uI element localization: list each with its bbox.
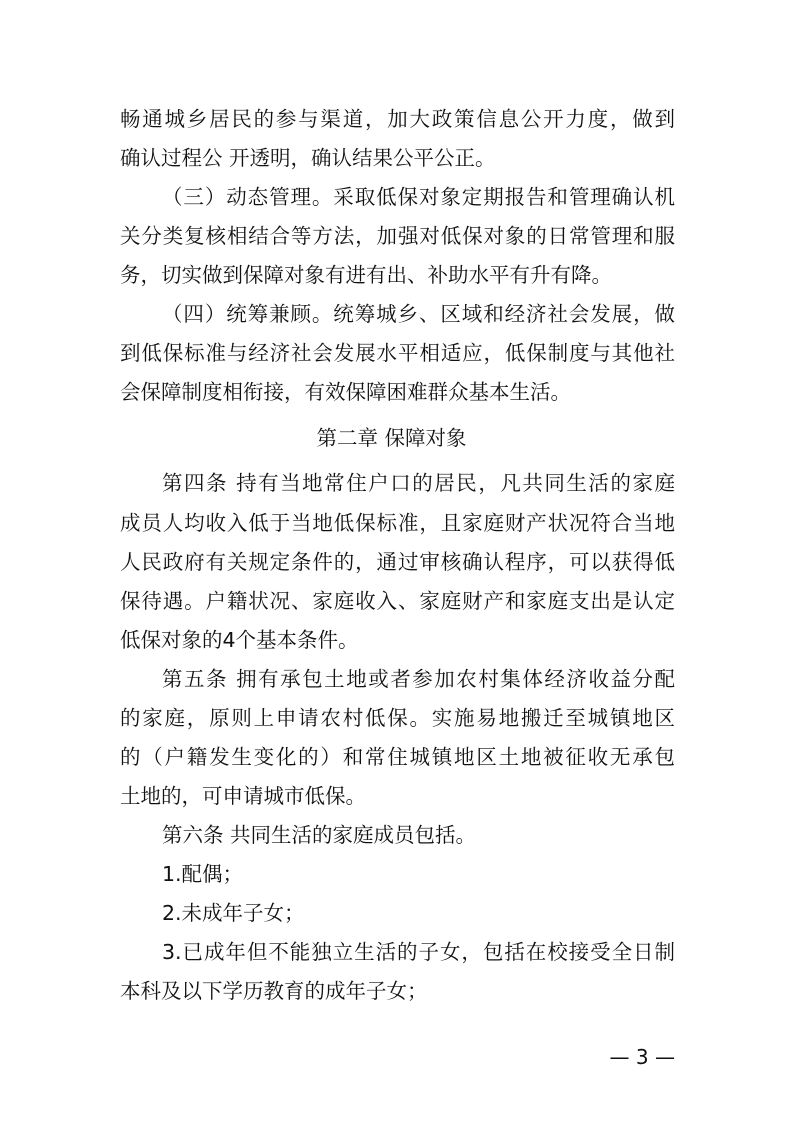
list-item: 2.未成年子女； bbox=[162, 901, 305, 925]
list-item: 3.已成年但不能独立生活的子女，包括在校接受全日制 bbox=[162, 940, 675, 964]
list-item: 1.配偶； bbox=[162, 862, 244, 886]
page-number: — 3 — bbox=[609, 1045, 675, 1069]
text-line: 本科及以下学历教育的成年子女； bbox=[120, 979, 428, 1003]
text-line: 保待遇。户籍状况、家庭收入、家庭财产和家庭支出是认定 bbox=[120, 589, 675, 613]
article-six: 第六条 共同生活的家庭成员包括。 bbox=[162, 823, 477, 847]
article-five: 第五条 拥有承包土地或者参加农村集体经济收益分配 bbox=[162, 667, 675, 691]
article-four: 第四条 持有当地常住户口的居民，凡共同生活的家庭 bbox=[162, 471, 675, 495]
text-line: 关分类复核相结合等方法，加强对低保对象的日常管理和服 bbox=[120, 224, 675, 248]
text-line: 到低保标准与经济社会发展水平相适应，低保制度与其他社 bbox=[120, 341, 675, 365]
text-line: 成员人均收入低于当地低保标准，且家庭财产状况符合当地 bbox=[120, 511, 675, 535]
text-line: 人民政府有关规定条件的，通过审核确认程序，可以获得低 bbox=[120, 550, 675, 574]
text-line: 的家庭，原则上申请农村低保。实施易地搬迁至城镇地区 bbox=[120, 706, 675, 730]
text-line: 务，切实做到保障对象有进有出、补助水平有升有降。 bbox=[120, 263, 612, 287]
chapter-title: 第二章 保障对象 bbox=[316, 426, 467, 450]
text-line: 会保障制度相衔接，有效保障困难群众基本生活。 bbox=[120, 380, 571, 404]
text-line: 畅通城乡居民的参与渠道，加大政策信息公开力度，做到 bbox=[120, 107, 675, 131]
text-line: 的（户籍发生变化的）和常住城镇地区土地被征收无承包 bbox=[120, 745, 675, 769]
text-line: 低保对象的4个基本条件。 bbox=[120, 628, 359, 652]
section-heading-coordination: （四）统筹兼顾。统筹城乡、区域和经济社会发展，做 bbox=[162, 302, 675, 326]
text-line: 土地的，可申请城市低保。 bbox=[120, 784, 366, 808]
section-heading-dynamic-management: （三）动态管理。采取低保对象定期报告和管理确认机 bbox=[162, 185, 675, 209]
text-line: 确认过程公 开透明，确认结果公平公正。 bbox=[120, 146, 496, 170]
